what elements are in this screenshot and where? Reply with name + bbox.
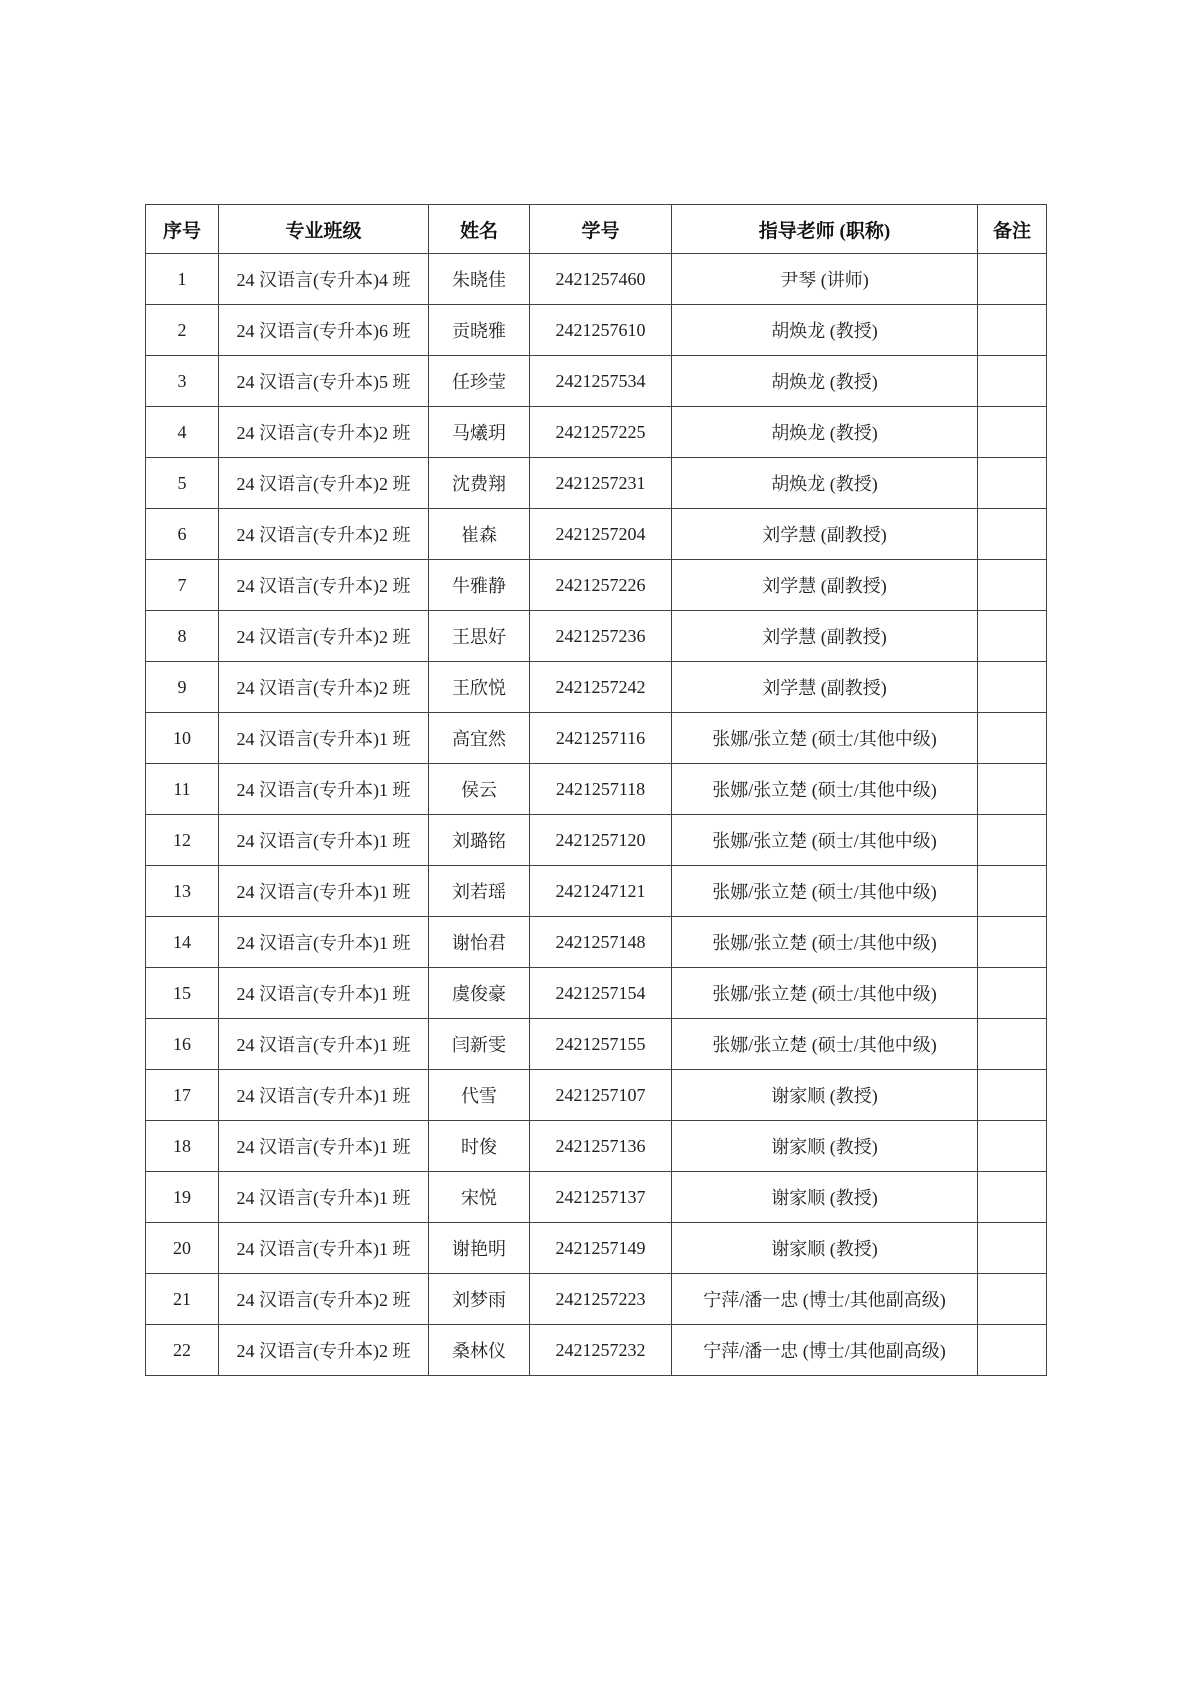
cell-student_id: 2421257155	[530, 1019, 672, 1070]
cell-class: 24 汉语言(专升本)1 班	[219, 713, 429, 764]
cell-advisor: 张娜/张立楚 (硕士/其他中级)	[672, 917, 978, 968]
cell-advisor: 谢家顺 (教授)	[672, 1223, 978, 1274]
cell-student_id: 2421257116	[530, 713, 672, 764]
cell-remark	[978, 1121, 1047, 1172]
column-header-student_id: 学号	[530, 205, 672, 254]
table-header	[146, 205, 1047, 254]
table-row	[146, 662, 1047, 713]
cell-class: 24 汉语言(专升本)1 班	[219, 1070, 429, 1121]
cell-remark	[978, 917, 1047, 968]
cell-student_id: 2421257232	[530, 1325, 672, 1376]
cell-advisor: 胡焕龙 (教授)	[672, 458, 978, 509]
cell-advisor: 胡焕龙 (教授)	[672, 356, 978, 407]
table-row	[146, 254, 1047, 305]
cell-class: 24 汉语言(专升本)1 班	[219, 968, 429, 1019]
cell-class: 24 汉语言(专升本)1 班	[219, 815, 429, 866]
cell-student_id: 2421257118	[530, 764, 672, 815]
table-row	[146, 917, 1047, 968]
cell-remark	[978, 1172, 1047, 1223]
column-header-class: 专业班级	[219, 205, 429, 254]
table-row	[146, 1223, 1047, 1274]
table-row	[146, 1121, 1047, 1172]
cell-class: 24 汉语言(专升本)1 班	[219, 1223, 429, 1274]
table-body	[146, 254, 1047, 1376]
cell-advisor: 谢家顺 (教授)	[672, 1121, 978, 1172]
cell-advisor: 张娜/张立楚 (硕士/其他中级)	[672, 866, 978, 917]
cell-student_id: 2421257225	[530, 407, 672, 458]
table-row	[146, 611, 1047, 662]
cell-advisor: 谢家顺 (教授)	[672, 1070, 978, 1121]
cell-no: 13	[146, 866, 219, 917]
table-row	[146, 356, 1047, 407]
cell-class: 24 汉语言(专升本)2 班	[219, 662, 429, 713]
cell-advisor: 宁萍/潘一忠 (博士/其他副高级)	[672, 1274, 978, 1325]
cell-class: 24 汉语言(专升本)6 班	[219, 305, 429, 356]
table-row	[146, 866, 1047, 917]
table-row	[146, 560, 1047, 611]
table-row	[146, 1172, 1047, 1223]
cell-no: 8	[146, 611, 219, 662]
cell-name: 时俊	[429, 1121, 530, 1172]
table-row	[146, 1070, 1047, 1121]
cell-no: 11	[146, 764, 219, 815]
cell-remark	[978, 407, 1047, 458]
cell-remark	[978, 305, 1047, 356]
cell-remark	[978, 866, 1047, 917]
cell-no: 18	[146, 1121, 219, 1172]
header-row	[146, 205, 1047, 254]
cell-advisor: 胡焕龙 (教授)	[672, 305, 978, 356]
student-advisor-table	[145, 204, 1047, 1376]
cell-no: 2	[146, 305, 219, 356]
column-header-remark: 备注	[978, 205, 1047, 254]
cell-no: 3	[146, 356, 219, 407]
cell-advisor: 刘学慧 (副教授)	[672, 662, 978, 713]
cell-no: 12	[146, 815, 219, 866]
cell-name: 高宜然	[429, 713, 530, 764]
cell-class: 24 汉语言(专升本)1 班	[219, 1121, 429, 1172]
cell-no: 15	[146, 968, 219, 1019]
table-row	[146, 968, 1047, 1019]
cell-name: 沈费翔	[429, 458, 530, 509]
cell-student_id: 2421257154	[530, 968, 672, 1019]
cell-no: 4	[146, 407, 219, 458]
cell-class: 24 汉语言(专升本)1 班	[219, 1172, 429, 1223]
cell-advisor: 张娜/张立楚 (硕士/其他中级)	[672, 764, 978, 815]
cell-remark	[978, 611, 1047, 662]
cell-no: 1	[146, 254, 219, 305]
cell-class: 24 汉语言(专升本)2 班	[219, 1274, 429, 1325]
cell-student_id: 2421257136	[530, 1121, 672, 1172]
cell-student_id: 2421257534	[530, 356, 672, 407]
cell-remark	[978, 458, 1047, 509]
cell-name: 朱晓佳	[429, 254, 530, 305]
cell-class: 24 汉语言(专升本)1 班	[219, 866, 429, 917]
cell-remark	[978, 509, 1047, 560]
cell-student_id: 2421257149	[530, 1223, 672, 1274]
cell-name: 马爔玥	[429, 407, 530, 458]
cell-class: 24 汉语言(专升本)2 班	[219, 611, 429, 662]
cell-class: 24 汉语言(专升本)4 班	[219, 254, 429, 305]
cell-student_id: 2421247121	[530, 866, 672, 917]
table-row	[146, 1274, 1047, 1325]
cell-name: 谢怡君	[429, 917, 530, 968]
table-row	[146, 305, 1047, 356]
column-header-advisor: 指导老师 (职称)	[672, 205, 978, 254]
table-row	[146, 1325, 1047, 1376]
cell-class: 24 汉语言(专升本)1 班	[219, 1019, 429, 1070]
cell-name: 谢艳明	[429, 1223, 530, 1274]
cell-remark	[978, 1223, 1047, 1274]
cell-student_id: 2421257231	[530, 458, 672, 509]
table-row	[146, 713, 1047, 764]
cell-advisor: 刘学慧 (副教授)	[672, 560, 978, 611]
cell-remark	[978, 560, 1047, 611]
cell-student_id: 2421257610	[530, 305, 672, 356]
cell-no: 20	[146, 1223, 219, 1274]
cell-no: 5	[146, 458, 219, 509]
cell-student_id: 2421257242	[530, 662, 672, 713]
cell-student_id: 2421257226	[530, 560, 672, 611]
table-row	[146, 509, 1047, 560]
cell-name: 代雪	[429, 1070, 530, 1121]
column-header-name: 姓名	[429, 205, 530, 254]
cell-student_id: 2421257148	[530, 917, 672, 968]
cell-name: 刘璐铭	[429, 815, 530, 866]
cell-advisor: 张娜/张立楚 (硕士/其他中级)	[672, 1019, 978, 1070]
cell-remark	[978, 662, 1047, 713]
cell-advisor: 宁萍/潘一忠 (博士/其他副高级)	[672, 1325, 978, 1376]
cell-student_id: 2421257107	[530, 1070, 672, 1121]
cell-name: 侯云	[429, 764, 530, 815]
cell-remark	[978, 815, 1047, 866]
cell-class: 24 汉语言(专升本)5 班	[219, 356, 429, 407]
table-row	[146, 815, 1047, 866]
cell-name: 宋悦	[429, 1172, 530, 1223]
cell-no: 9	[146, 662, 219, 713]
cell-remark	[978, 1274, 1047, 1325]
table-row	[146, 458, 1047, 509]
cell-remark	[978, 764, 1047, 815]
cell-remark	[978, 254, 1047, 305]
cell-no: 7	[146, 560, 219, 611]
cell-remark	[978, 1019, 1047, 1070]
cell-student_id: 2421257236	[530, 611, 672, 662]
table-row	[146, 1019, 1047, 1070]
cell-student_id: 2421257204	[530, 509, 672, 560]
cell-student_id: 2421257120	[530, 815, 672, 866]
cell-class: 24 汉语言(专升本)2 班	[219, 560, 429, 611]
cell-remark	[978, 968, 1047, 1019]
cell-name: 崔森	[429, 509, 530, 560]
cell-name: 贡晓雅	[429, 305, 530, 356]
cell-remark	[978, 1070, 1047, 1121]
cell-no: 22	[146, 1325, 219, 1376]
cell-no: 17	[146, 1070, 219, 1121]
cell-advisor: 尹琴 (讲师)	[672, 254, 978, 305]
cell-name: 刘梦雨	[429, 1274, 530, 1325]
cell-remark	[978, 1325, 1047, 1376]
cell-advisor: 张娜/张立楚 (硕士/其他中级)	[672, 713, 978, 764]
cell-no: 10	[146, 713, 219, 764]
cell-class: 24 汉语言(专升本)2 班	[219, 509, 429, 560]
cell-class: 24 汉语言(专升本)2 班	[219, 1325, 429, 1376]
column-header-no: 序号	[146, 205, 219, 254]
cell-name: 桑林仪	[429, 1325, 530, 1376]
cell-advisor: 张娜/张立楚 (硕士/其他中级)	[672, 815, 978, 866]
table-row	[146, 407, 1047, 458]
cell-name: 王思好	[429, 611, 530, 662]
cell-student_id: 2421257223	[530, 1274, 672, 1325]
cell-class: 24 汉语言(专升本)1 班	[219, 917, 429, 968]
cell-student_id: 2421257460	[530, 254, 672, 305]
cell-class: 24 汉语言(专升本)2 班	[219, 407, 429, 458]
table-row	[146, 764, 1047, 815]
cell-name: 任珍莹	[429, 356, 530, 407]
cell-no: 6	[146, 509, 219, 560]
cell-name: 虞俊豪	[429, 968, 530, 1019]
cell-advisor: 刘学慧 (副教授)	[672, 611, 978, 662]
cell-class: 24 汉语言(专升本)1 班	[219, 764, 429, 815]
cell-no: 14	[146, 917, 219, 968]
cell-remark	[978, 713, 1047, 764]
cell-remark	[978, 356, 1047, 407]
cell-name: 闫新雯	[429, 1019, 530, 1070]
cell-student_id: 2421257137	[530, 1172, 672, 1223]
cell-no: 19	[146, 1172, 219, 1223]
cell-name: 王欣悦	[429, 662, 530, 713]
cell-advisor: 胡焕龙 (教授)	[672, 407, 978, 458]
cell-class: 24 汉语言(专升本)2 班	[219, 458, 429, 509]
cell-no: 21	[146, 1274, 219, 1325]
cell-no: 16	[146, 1019, 219, 1070]
cell-advisor: 张娜/张立楚 (硕士/其他中级)	[672, 968, 978, 1019]
cell-name: 刘若瑶	[429, 866, 530, 917]
cell-advisor: 刘学慧 (副教授)	[672, 509, 978, 560]
cell-advisor: 谢家顺 (教授)	[672, 1172, 978, 1223]
cell-name: 牛雅静	[429, 560, 530, 611]
